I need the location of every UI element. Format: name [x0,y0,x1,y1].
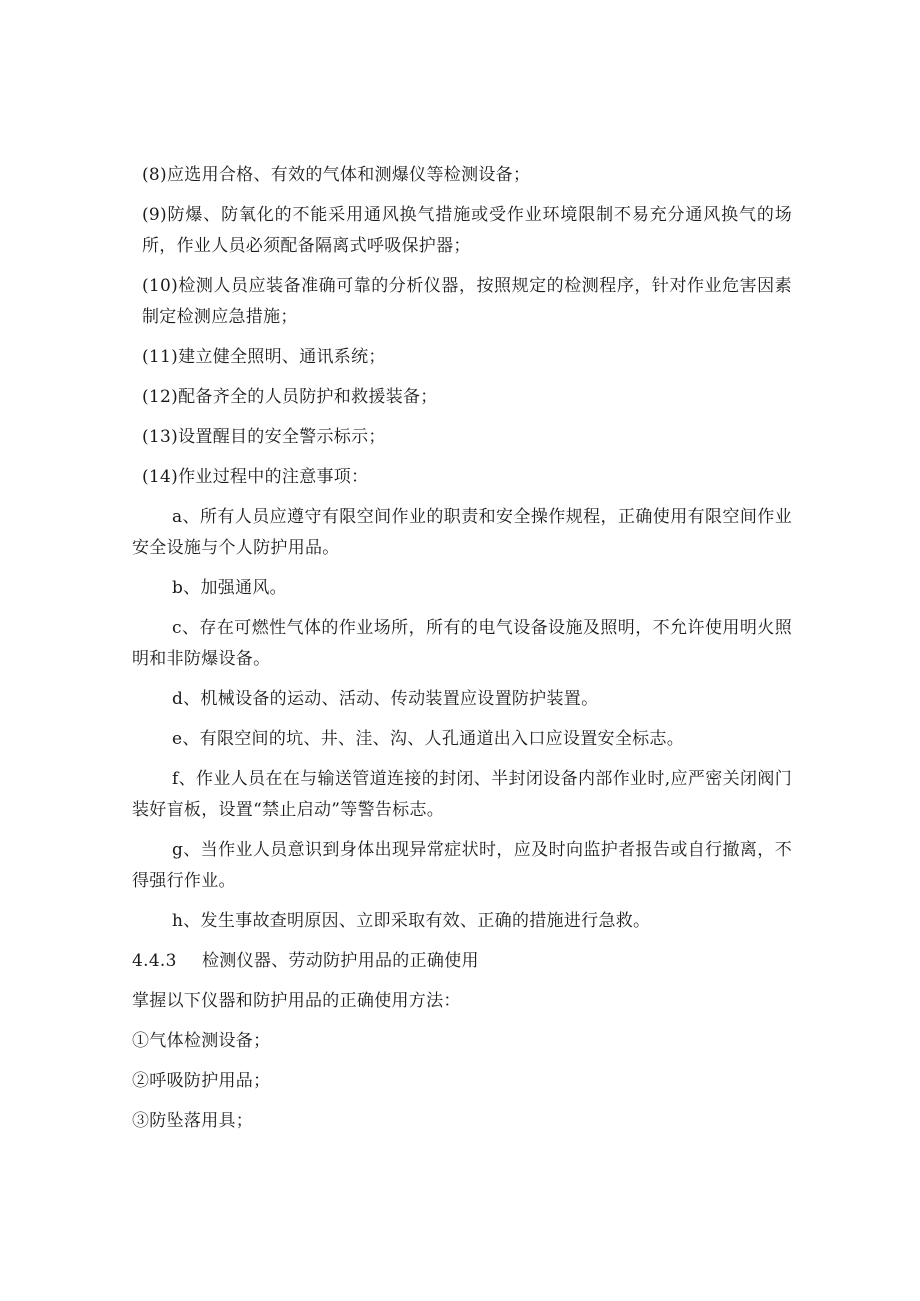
list-item-13: (13)设置醒目的安全警示标示； [142,427,386,447]
intro-text: 掌握以下仪器和防护用品的正确使用方法： [132,991,461,1011]
list-item-8: (8)应选用合格、有效的气体和测爆仪等检测设备； [142,165,531,185]
section-heading [132,946,792,977]
list-item-10: (10)检测人员应装备准确可靠的分析仪器，按照规定的检测程序，针对作业危害因素制定检测应急措施； [142,276,792,327]
list-item-14: (14)作业过程中的注意事项： [142,467,369,487]
section-title: 检测仪器、劳动防护用品的正确使用 [202,951,479,971]
list-item-11: (11)建立健全照明、通讯系统； [142,347,386,367]
list-item-9: (9)防爆、防氧化的不能采用通风换气措施或受作业环境限制不易充分通风换气的场所，作业人员必须配备隔离式呼吸保护器； [142,205,792,256]
equipment-item-2: ②呼吸防护用品； [132,1071,271,1091]
sub-item-e: e、有限空间的坑、井、洼、沟、人孔通道出入口应设置安全标志。 [172,729,685,749]
sub-item-h: h、发生事故查明原因、立即采取有效、正确的措施进行急救。 [172,911,651,931]
sub-item-f: f、作业人员在在与输送管道连接的封闭、半封闭设备内部作业时,应严密关闭阀门装好盲板，设置“禁止启动”等警告标志。 [132,769,792,820]
sub-item-g: g、当作业人员意识到身体出现异常症状时，应及时向监护者报告或自行撤离，不得强行作业。 [132,840,792,891]
equipment-item-1: ①气体检测设备； [132,1031,271,1051]
list-item-12: (12)配备齐全的人员防护和救援装备； [142,387,438,407]
sub-item-d: d、机械设备的运动、活动、传动装置应设置防护装置。 [172,689,599,709]
equipment-item-3: ③防坠落用具； [132,1111,254,1131]
sub-item-a: a、所有人员应遵守有限空间作业的职责和安全操作规程，正确使用有限空间作业安全设施与个人防护用品。 [132,507,792,558]
document-body [132,160,792,1146]
sub-item-b: b、加强通风。 [172,578,287,598]
section-number: 4.4.3 [132,951,177,971]
sub-item-c: c、存在可燃性气体的作业场所，所有的电气设备设施及照明，不允许使用明火照明和非防爆设备。 [132,618,792,669]
